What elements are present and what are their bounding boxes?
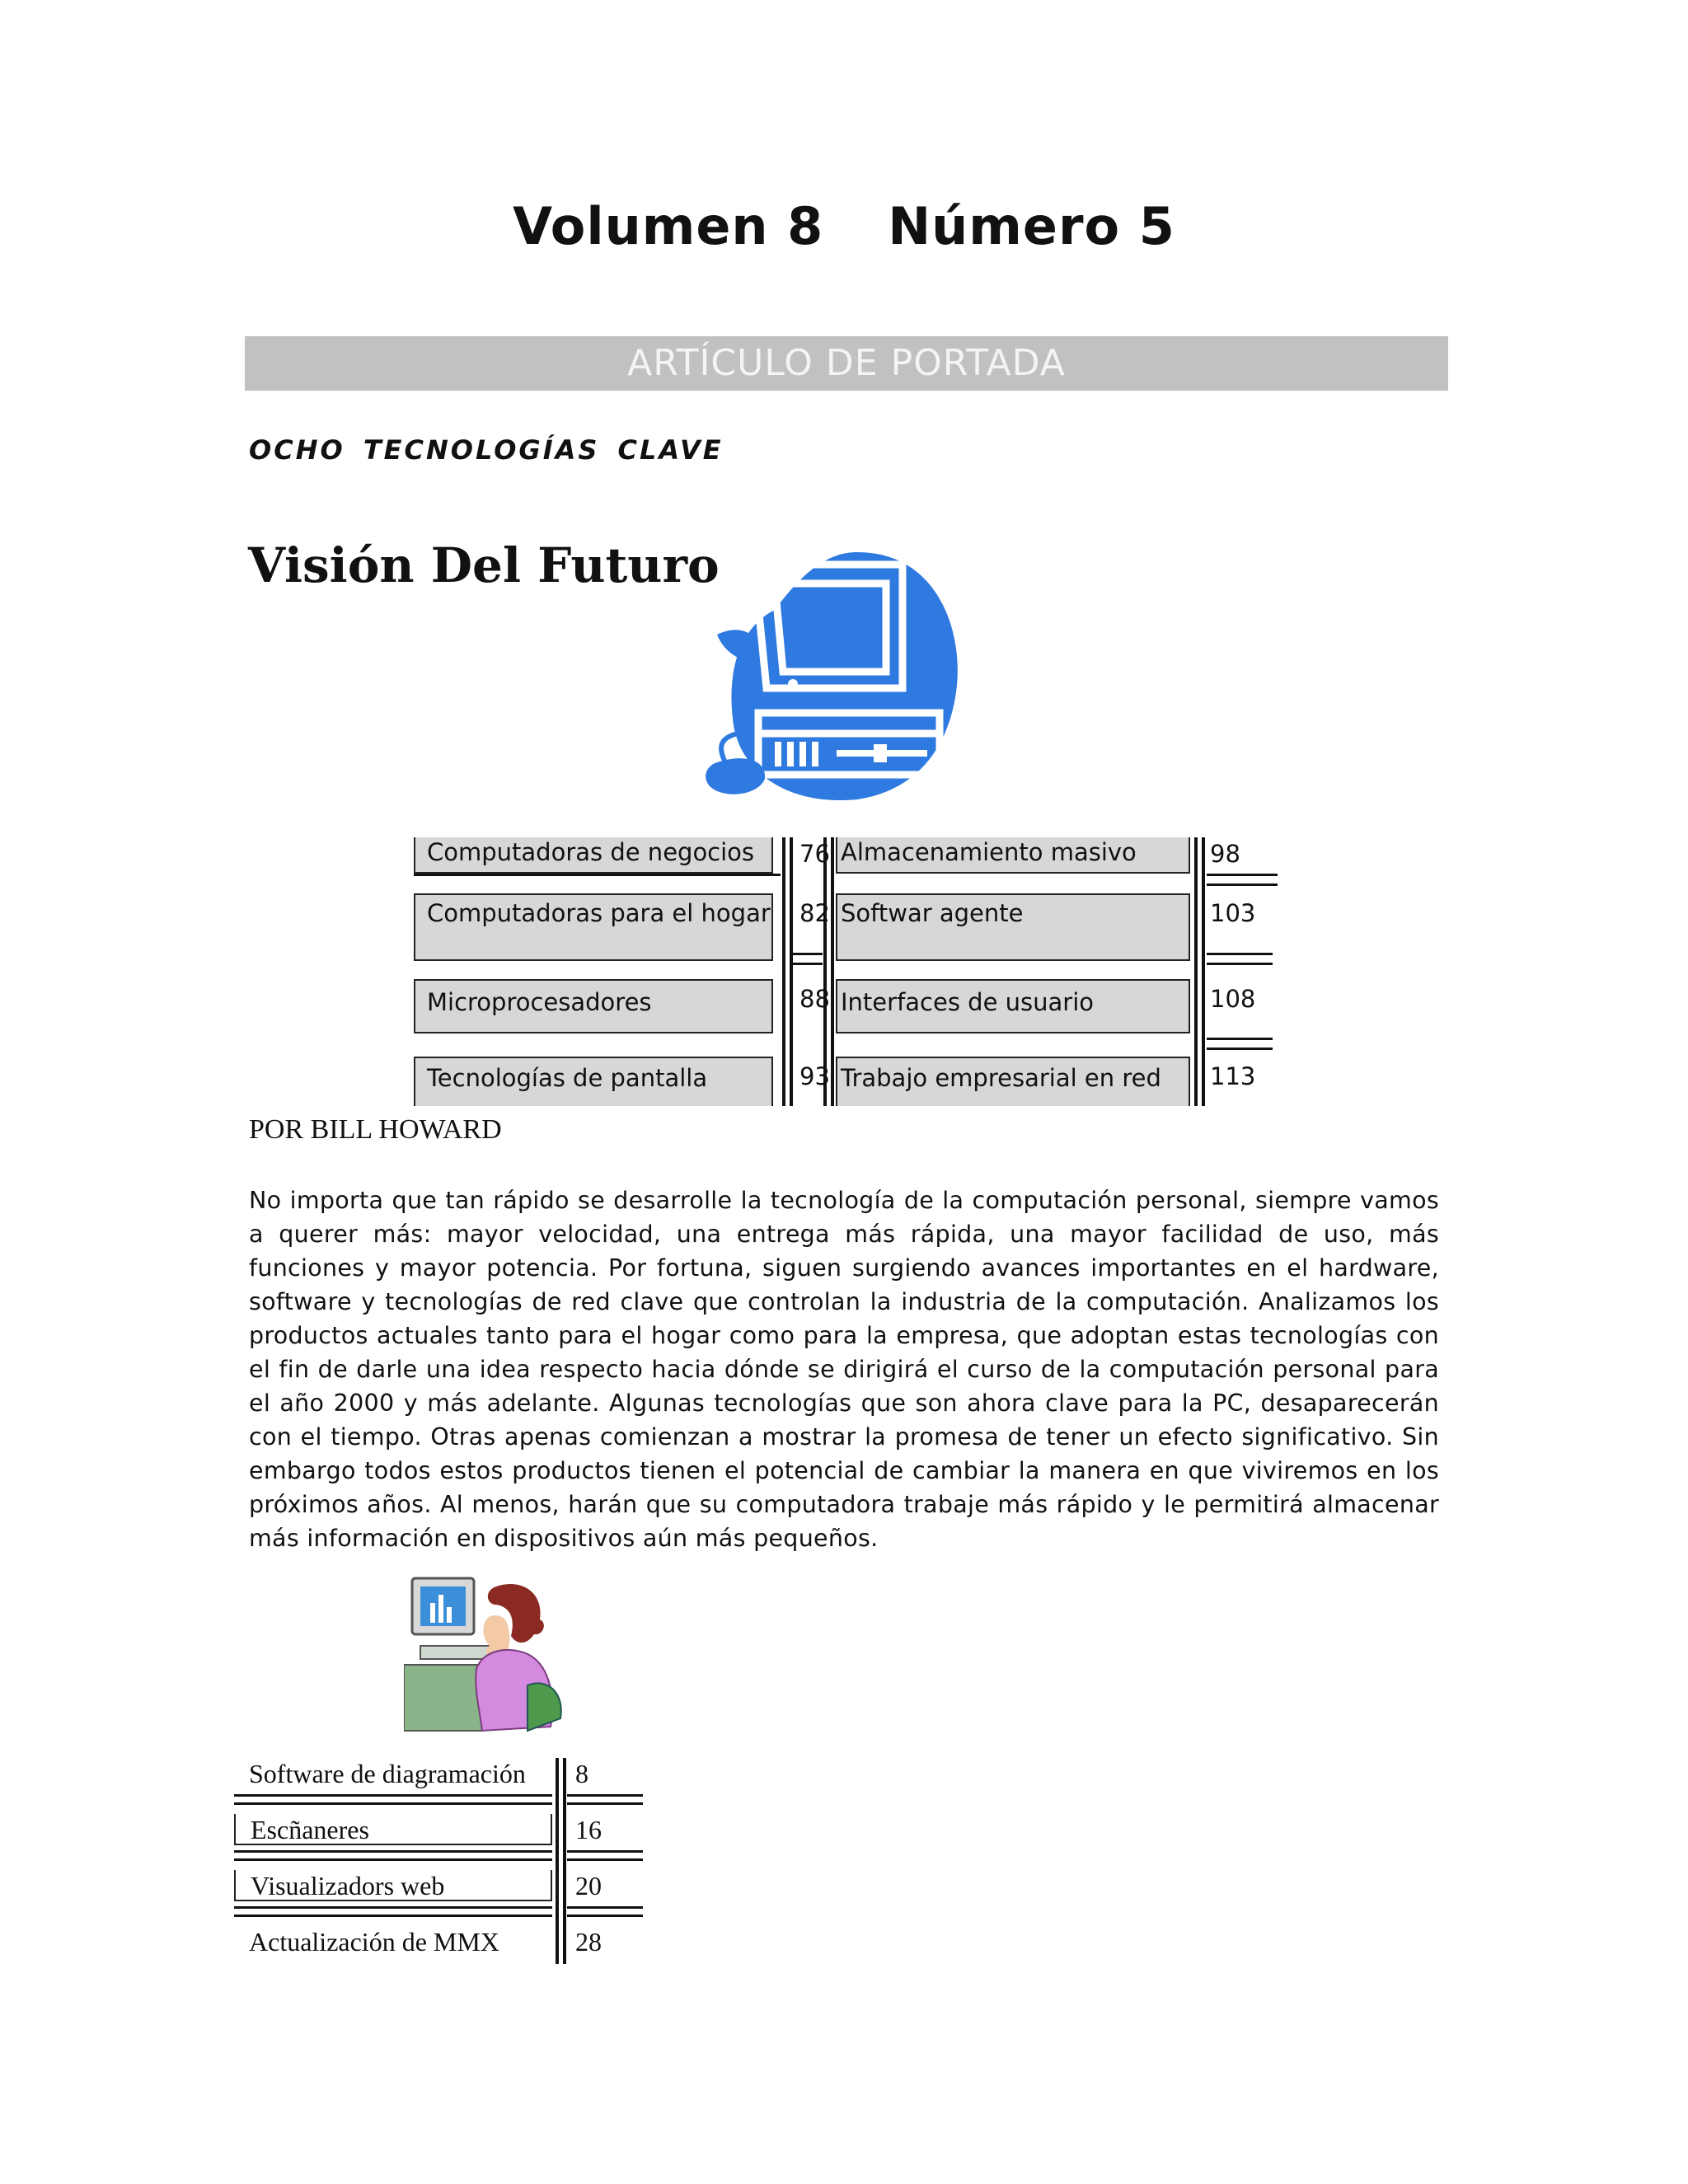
kicker: OCHO TECNOLOGÍAS CLAVE <box>249 434 724 466</box>
woman-at-computer-icon <box>404 1570 569 1735</box>
table-row-title: Computadoras de negocios <box>414 837 773 874</box>
table-row-page: 108 <box>1210 985 1256 1013</box>
table-row-page: 82 <box>799 899 830 927</box>
issue-title <box>0 196 1688 256</box>
table-row-title: Trabajo empresarial en red <box>836 1057 1190 1106</box>
list-item-title: Visualizadors web <box>234 1870 552 1901</box>
table-row-title: Almacenamiento masivo <box>836 837 1190 874</box>
table-row-title: Softwar agente <box>836 893 1190 961</box>
computer-icon <box>692 544 964 808</box>
table-row-title: Interfaces de usuario <box>836 979 1190 1033</box>
list-item-page: 16 <box>575 1815 602 1844</box>
table-row-page: 93 <box>799 1062 830 1090</box>
table-row-title: Computadoras para el hogar <box>414 893 773 961</box>
table-row-page: 103 <box>1210 899 1256 927</box>
table-row-title: Microprocesadores <box>414 979 773 1033</box>
table-row-page: 76 <box>799 840 830 868</box>
list-item-page: 28 <box>575 1927 602 1957</box>
secondary-contents-table <box>234 1758 646 1964</box>
table-row-page: 113 <box>1210 1062 1256 1090</box>
table-row-page: 88 <box>799 985 830 1013</box>
number-label: Número 5 <box>888 196 1175 256</box>
list-item-title: Software de diagramación <box>249 1759 526 1788</box>
list-item-title: Escñaneres <box>234 1814 552 1845</box>
contents-table <box>414 837 1279 1106</box>
list-item-page: 20 <box>575 1871 602 1900</box>
article-body: No importa que tan rápido se desarrolle la tecnología de la computación personal, siempre vamos a querer más: mayor velocidad, una entrega más rápida, una mayor facilidad de uso, más funciones y mayor potencia. Por fortuna, siguen surgiendo avances importantes en el hardware, software y tecnologías de red clave que controlan la industria de la computación. Analizamos los productos actuales tanto para el hogar como para la empresa, que adoptan estas tecnologías con el fin de darle una idea respecto hacia dónde se dirigirá el curso de la computación personal para el año 2000 y más adelante. Algunas tecnologías que son ahora clave para la PC, desaparecerán con el tiempo. Otras apenas comienzan a mostrar la promesa de tener un efecto significativo. Sin embargo todos estos productos tienen el potencial de cambiar la manera en que viviremos en los próximos años. Al menos, harán que su computadora trabaje más rápido y le permitirá almacenar más información en dispositivos aún más pequeños. <box>249 1187 1439 1552</box>
headline: Visión Del Futuro <box>248 537 720 593</box>
list-item-title: Actualización de MMX <box>249 1927 499 1957</box>
table-row-page: 98 <box>1210 840 1240 868</box>
table-row-title: Tecnologías de pantalla <box>414 1057 773 1106</box>
list-item-page: 8 <box>575 1759 588 1788</box>
section-band: ARTÍCULO DE PORTADA <box>245 336 1448 391</box>
byline: POR BILL HOWARD <box>249 1114 502 1145</box>
volume-label: Volumen 8 <box>513 196 824 256</box>
